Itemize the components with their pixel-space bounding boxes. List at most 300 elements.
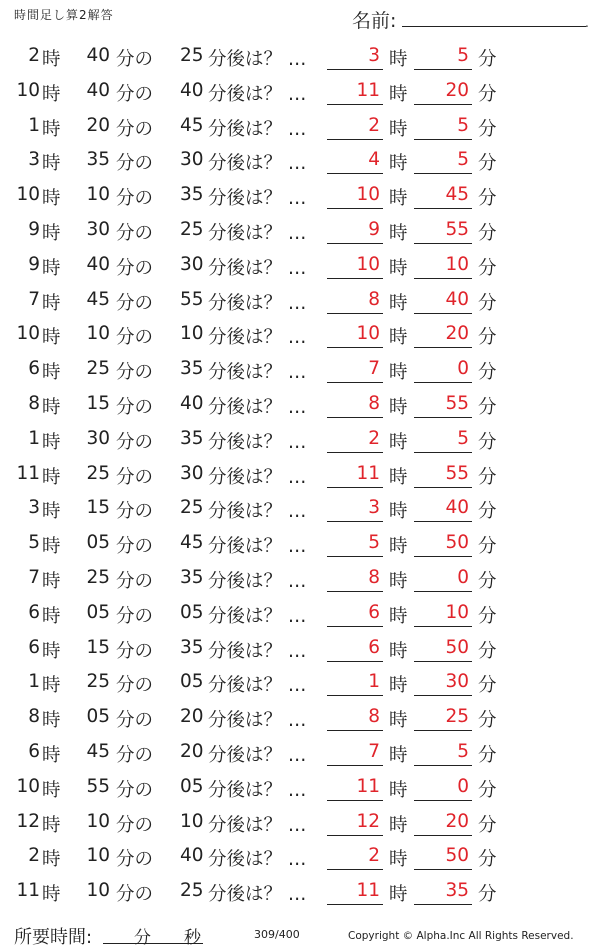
problem-row [0,875,600,910]
answer-minute[interactable] [414,390,472,418]
answer-hour-value: 3 [368,45,380,66]
hour-unit-label: 時 [42,536,61,558]
answer-minute[interactable] [414,216,472,244]
minute-of-label: 分の [116,83,154,105]
answer-hour-value: 11 [356,880,380,902]
added-minutes: 20 [180,706,204,728]
minute-of-label: 分の [116,814,154,836]
start-minute: 10 [86,323,110,345]
answer-minute[interactable] [414,529,472,557]
start-hour: 6 [28,740,40,762]
hour-unit-label: 時 [42,501,61,523]
hour-unit-label: 時 [42,605,61,627]
after-label: 分後は？ … [208,640,307,662]
answer-minute-value: 5 [457,427,469,449]
added-minutes: 55 [180,288,204,310]
hour-unit-label: 時 [42,257,61,279]
answer-minute[interactable] [414,668,472,696]
hour-unit-label: 時 [389,536,408,558]
hour-unit-label: 時 [42,118,61,140]
start-hour: 9 [28,253,40,275]
answer-minute-value: 25 [445,706,469,728]
after-label: 分後は？ … [208,779,307,801]
answer-hour[interactable] [327,216,383,244]
minute-unit-label: 分 [478,153,497,175]
hour-unit-label: 時 [389,222,408,244]
start-minute: 10 [86,184,110,206]
added-minutes: 25 [180,880,204,902]
answer-hour[interactable] [327,842,383,870]
name-trailing-dot: . [585,16,589,30]
answer-hour-value: 4 [368,149,380,171]
added-minutes: 45 [180,114,204,136]
start-hour: 10 [16,775,40,797]
problem-row [0,423,600,458]
minute-of-label: 分の [116,327,154,349]
start-minute: 25 [86,462,110,484]
answer-minute-value: 55 [445,392,469,414]
minute-of-label: 分の [116,849,154,871]
hour-unit-label: 時 [389,49,408,70]
copyright: Copyright © Alpha.Inc All Rights Reserved. [348,930,574,942]
minute-of-label: 分の [116,675,154,697]
problem-row [0,284,600,319]
hour-unit-label: 時 [42,744,61,766]
minute-unit-label: 分 [478,814,497,836]
answer-hour-value: 10 [356,184,380,206]
hour-unit-label: 時 [42,188,61,210]
start-hour: 6 [28,601,40,623]
answer-minute-value: 20 [445,810,469,832]
answer-hour[interactable] [327,251,383,279]
problem-row [0,40,600,75]
answer-minute[interactable] [414,112,472,140]
hour-unit-label: 時 [42,710,61,732]
answer-hour[interactable] [327,320,383,348]
minute-unit-label: 分 [478,49,497,70]
answer-hour[interactable] [327,286,383,314]
after-label: 分後は？ … [208,118,307,140]
answer-hour[interactable] [327,77,383,105]
answer-minute[interactable] [414,425,472,453]
answer-hour[interactable] [327,773,383,801]
start-minute: 25 [86,358,110,380]
answer-hour-value: 1 [368,671,380,693]
answer-hour[interactable] [327,355,383,383]
answer-hour-value: 9 [368,218,380,240]
start-minute: 40 [86,79,110,101]
start-minute: 40 [86,253,110,275]
added-minutes: 05 [180,775,204,797]
answer-hour[interactable] [327,877,383,905]
answer-minute[interactable] [414,564,472,592]
answer-minute-value: 45 [445,184,469,206]
hour-unit-label: 時 [389,118,408,140]
hour-unit-label: 時 [42,362,61,384]
answer-minute-value: 50 [445,636,469,658]
answer-hour-value: 8 [368,392,380,414]
answer-minute-value: 10 [445,601,469,623]
added-minutes: 05 [180,671,204,693]
worksheet-title: 時間足し算2解答 [14,8,114,22]
answer-minute-value: 5 [457,45,469,66]
answer-hour-value: 6 [368,636,380,658]
start-hour: 2 [28,845,40,867]
answer-minute-value: 55 [445,218,469,240]
minute-unit-label: 分 [478,640,497,662]
answer-minute-value: 0 [457,358,469,380]
answer-hour[interactable] [327,529,383,557]
minute-of-label: 分の [116,49,154,70]
start-hour: 7 [28,566,40,588]
minute-unit-label: 分 [478,536,497,558]
answer-hour-value: 2 [368,845,380,867]
answer-minute-value: 0 [457,775,469,797]
after-label: 分後は？ … [208,744,307,766]
hour-unit-label: 時 [389,675,408,697]
hour-unit-label: 時 [42,49,61,70]
answer-minute-value: 5 [457,149,469,171]
minute-of-label: 分の [116,501,154,523]
name-field[interactable] [402,26,586,27]
problem-row [0,179,600,214]
start-hour: 7 [28,288,40,310]
answer-hour-value: 6 [368,601,380,623]
answer-minute[interactable] [414,181,472,209]
start-minute: 55 [86,775,110,797]
start-minute: 15 [86,497,110,519]
answer-hour-value: 5 [368,532,380,554]
start-hour: 10 [16,79,40,101]
problem-row [0,318,600,353]
answer-minute[interactable] [414,634,472,662]
after-label: 分後は？ … [208,327,307,349]
minute-unit-label: 分 [478,675,497,697]
start-hour: 8 [28,392,40,414]
answer-minute-value: 20 [445,79,469,101]
start-hour: 5 [28,532,40,554]
answer-hour[interactable] [327,564,383,592]
hour-unit-label: 時 [42,327,61,349]
added-minutes: 30 [180,253,204,275]
answer-minute-value: 20 [445,323,469,345]
answer-minute-value: 10 [445,253,469,275]
answer-hour[interactable] [327,668,383,696]
start-hour: 6 [28,636,40,658]
answer-minute-value: 0 [457,566,469,588]
after-label: 分後は？ … [208,188,307,210]
start-hour: 11 [16,462,40,484]
minute-of-label: 分の [116,466,154,488]
problem-row [0,771,600,806]
minute-of-label: 分の [116,779,154,801]
answer-minute-value: 5 [457,740,469,762]
start-minute: 25 [86,671,110,693]
after-label: 分後は？ … [208,710,307,732]
answer-minute[interactable] [414,460,472,488]
minute-of-label: 分の [116,744,154,766]
problem-row [0,75,600,110]
problem-row [0,597,600,632]
hour-unit-label: 時 [42,396,61,418]
answer-hour-value: 8 [368,566,380,588]
answer-hour[interactable] [327,181,383,209]
elapsed-seconds-label: 秒 [184,928,201,948]
answer-minute[interactable] [414,599,472,627]
answer-minute-value: 5 [457,114,469,136]
minute-of-label: 分の [116,710,154,732]
elapsed-minutes-label: 分 [134,928,151,948]
minute-unit-label: 分 [478,466,497,488]
answer-minute[interactable] [414,77,472,105]
minute-unit-label: 分 [478,779,497,801]
minute-of-label: 分の [116,362,154,384]
problem-row [0,110,600,145]
answer-hour[interactable] [327,42,383,70]
problem-row [0,632,600,667]
start-hour: 3 [28,497,40,519]
start-minute: 45 [86,740,110,762]
answer-hour-value: 7 [368,358,380,380]
minute-unit-label: 分 [478,188,497,210]
answer-minute[interactable] [414,808,472,836]
answer-hour-value: 10 [356,323,380,345]
hour-unit-label: 時 [389,431,408,453]
start-minute: 10 [86,880,110,902]
after-label: 分後は？ … [208,257,307,279]
answer-hour[interactable] [327,738,383,766]
minute-of-label: 分の [116,292,154,314]
hour-unit-label: 時 [389,396,408,418]
start-minute: 45 [86,288,110,310]
minute-of-label: 分の [116,396,154,418]
after-label: 分後は？ … [208,222,307,244]
answer-minute[interactable] [414,355,472,383]
name-label: 名前: [352,10,397,32]
minute-of-label: 分の [116,431,154,453]
hour-unit-label: 時 [42,153,61,175]
problem-row [0,214,600,249]
after-label: 分後は？ … [208,536,307,558]
answer-minute[interactable] [414,877,472,905]
added-minutes: 25 [180,497,204,519]
start-minute: 20 [86,114,110,136]
added-minutes: 20 [180,740,204,762]
hour-unit-label: 時 [42,570,61,592]
answer-minute[interactable] [414,251,472,279]
hour-unit-label: 時 [389,466,408,488]
minute-of-label: 分の [116,570,154,592]
start-minute: 05 [86,706,110,728]
problem-row [0,736,600,771]
hour-unit-label: 時 [389,744,408,766]
problem-row [0,458,600,493]
answer-minute[interactable] [414,320,472,348]
problem-row [0,144,600,179]
problem-row [0,492,600,527]
minute-of-label: 分の [116,605,154,627]
answer-minute[interactable] [414,842,472,870]
after-label: 分後は？ … [208,884,307,906]
minute-unit-label: 分 [478,570,497,592]
answer-hour-value: 10 [356,253,380,275]
minute-unit-label: 分 [478,710,497,732]
hour-unit-label: 時 [42,779,61,801]
answer-minute[interactable] [414,286,472,314]
hour-unit-label: 時 [389,605,408,627]
after-label: 分後は？ … [208,466,307,488]
answer-minute-value: 50 [445,845,469,867]
answer-minute-value: 55 [445,462,469,484]
answer-minute-value: 40 [445,497,469,519]
hour-unit-label: 時 [389,570,408,592]
hour-unit-label: 時 [42,83,61,105]
minute-of-label: 分の [116,118,154,140]
added-minutes: 35 [180,566,204,588]
start-minute: 10 [86,810,110,832]
answer-hour-value: 12 [356,810,380,832]
start-minute: 10 [86,845,110,867]
hour-unit-label: 時 [389,640,408,662]
added-minutes: 30 [180,462,204,484]
minute-of-label: 分の [116,222,154,244]
answer-hour[interactable] [327,112,383,140]
added-minutes: 05 [180,601,204,623]
hour-unit-label: 時 [389,849,408,871]
minute-of-label: 分の [116,257,154,279]
answer-hour-value: 7 [368,740,380,762]
after-label: 分後は？ … [208,675,307,697]
hour-unit-label: 時 [389,814,408,836]
hour-unit-label: 時 [389,710,408,732]
after-label: 分後は？ … [208,396,307,418]
problem-row [0,527,600,562]
answer-hour[interactable] [327,703,383,731]
start-hour: 6 [28,358,40,380]
answer-hour-value: 2 [368,427,380,449]
added-minutes: 25 [180,218,204,240]
added-minutes: 10 [180,810,204,832]
start-hour: 1 [28,671,40,693]
answer-minute[interactable] [414,738,472,766]
problem-row [0,562,600,597]
answer-minute[interactable] [414,703,472,731]
hour-unit-label: 時 [42,814,61,836]
added-minutes: 10 [180,323,204,345]
answer-minute[interactable] [414,773,472,801]
minute-unit-label: 分 [478,744,497,766]
problem-row [0,249,600,284]
start-minute: 15 [86,392,110,414]
answer-hour[interactable] [327,425,383,453]
after-label: 分後は？ … [208,362,307,384]
start-minute: 25 [86,566,110,588]
start-hour: 10 [16,323,40,345]
added-minutes: 30 [180,149,204,171]
answer-minute[interactable] [414,494,472,522]
answer-minute-value: 40 [445,288,469,310]
added-minutes: 35 [180,358,204,380]
minute-of-label: 分の [116,188,154,210]
answer-hour-value: 8 [368,706,380,728]
answer-hour[interactable] [327,808,383,836]
minute-unit-label: 分 [478,396,497,418]
answer-minute-value: 35 [445,880,469,902]
minute-unit-label: 分 [478,501,497,523]
hour-unit-label: 時 [389,362,408,384]
hour-unit-label: 時 [42,640,61,662]
hour-unit-label: 時 [389,83,408,105]
minute-of-label: 分の [116,884,154,906]
problem-list [0,40,600,910]
answer-hour[interactable] [327,634,383,662]
minute-unit-label: 分 [478,884,497,906]
after-label: 分後は？ … [208,49,307,70]
answer-hour-value: 3 [368,497,380,519]
answer-minute[interactable] [414,146,472,174]
added-minutes: 45 [180,532,204,554]
start-minute: 05 [86,532,110,554]
hour-unit-label: 時 [42,222,61,244]
after-label: 分後は？ … [208,814,307,836]
start-minute: 30 [86,427,110,449]
answer-hour-value: 8 [368,288,380,310]
start-minute: 35 [86,149,110,171]
hour-unit-label: 時 [389,292,408,314]
after-label: 分後は？ … [208,570,307,592]
start-hour: 9 [28,218,40,240]
hour-unit-label: 時 [389,188,408,210]
after-label: 分後は？ … [208,849,307,871]
added-minutes: 35 [180,184,204,206]
added-minutes: 40 [180,79,204,101]
answer-hour-value: 11 [356,79,380,101]
after-label: 分後は？ … [208,153,307,175]
answer-hour[interactable] [327,599,383,627]
answer-minute[interactable] [414,42,472,70]
answer-hour[interactable] [327,460,383,488]
start-hour: 2 [28,45,40,66]
start-hour: 3 [28,149,40,171]
minute-unit-label: 分 [478,222,497,244]
answer-minute-value: 50 [445,532,469,554]
hour-unit-label: 時 [389,779,408,801]
hour-unit-label: 時 [42,431,61,453]
after-label: 分後は？ … [208,431,307,453]
after-label: 分後は？ … [208,83,307,105]
after-label: 分後は？ … [208,292,307,314]
minute-of-label: 分の [116,536,154,558]
problem-row [0,840,600,875]
start-hour: 10 [16,184,40,206]
answer-hour[interactable] [327,494,383,522]
answer-hour[interactable] [327,390,383,418]
after-label: 分後は？ … [208,605,307,627]
answer-hour-value: 11 [356,775,380,797]
minute-unit-label: 分 [478,257,497,279]
minute-unit-label: 分 [478,362,497,384]
minute-of-label: 分の [116,153,154,175]
hour-unit-label: 時 [389,501,408,523]
elapsed-time-label: 所要時間: [14,927,93,948]
answer-hour[interactable] [327,146,383,174]
start-hour: 1 [28,427,40,449]
hour-unit-label: 時 [42,675,61,697]
hour-unit-label: 時 [42,466,61,488]
page-number: 309/400 [254,928,300,941]
start-hour: 8 [28,706,40,728]
start-minute: 30 [86,218,110,240]
